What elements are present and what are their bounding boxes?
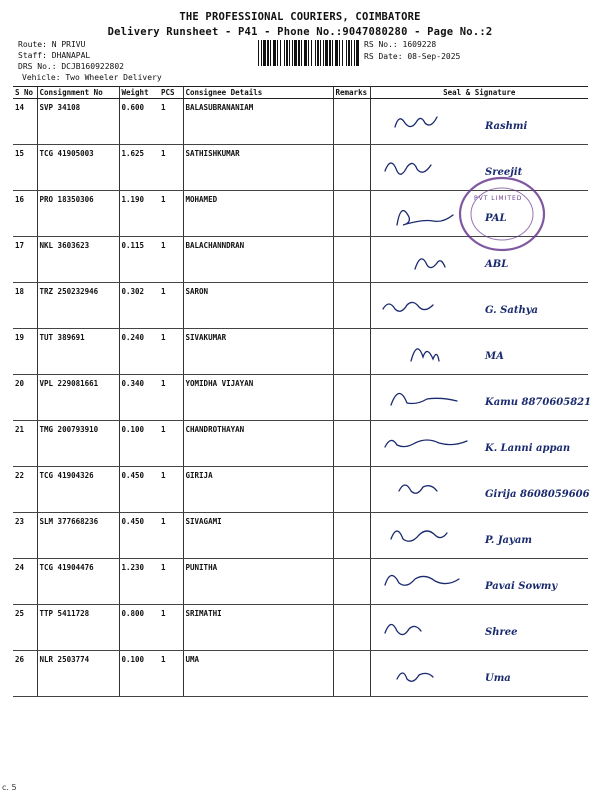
row-consignee: GIRIJA — [183, 467, 333, 513]
barcode-bar — [304, 40, 307, 66]
barcode-bar — [335, 40, 338, 66]
col-header-weight: Weight — [119, 87, 159, 99]
rs-date: RS Date: 08-Sep-2025 — [364, 52, 461, 61]
signature-stroke — [383, 302, 433, 311]
row-consignment-no: TCG 41904476 — [37, 559, 119, 605]
row-seal-signature — [370, 283, 588, 329]
row-pcs: 1 — [159, 651, 183, 697]
signature-text: Sreejit — [484, 167, 522, 178]
row-remarks — [333, 467, 370, 513]
row-consignee: SARON — [183, 283, 333, 329]
row-consignee: CHANDROTHAYAN — [183, 421, 333, 467]
row-sno: 16 — [13, 191, 37, 237]
row-weight: 1.190 — [119, 191, 159, 237]
table-row — [13, 421, 588, 467]
row-pcs: 1 — [159, 559, 183, 605]
row-remarks — [333, 651, 370, 697]
row-sno: 21 — [13, 421, 37, 467]
signature-text: Girija 8608059606 — [484, 489, 590, 500]
signature-stroke — [397, 673, 433, 681]
row-sno: 23 — [13, 513, 37, 559]
barcode-bar — [342, 40, 343, 66]
table-row — [13, 605, 588, 651]
barcode-bar — [273, 40, 276, 66]
signature-text: Pavai Sowmy — [484, 581, 557, 592]
barcode-bar — [325, 40, 328, 66]
row-sno: 15 — [13, 145, 37, 191]
barcode-bar — [270, 40, 271, 66]
signature-stroke — [399, 485, 437, 493]
row-pcs: 1 — [159, 329, 183, 375]
table-row — [13, 99, 588, 145]
row-consignment-no: TTP 5411728 — [37, 605, 119, 651]
barcode-bar — [294, 40, 297, 66]
row-consignee: SRIMATHI — [183, 605, 333, 651]
barcode-bar — [263, 40, 266, 66]
barcode-bar — [267, 40, 269, 66]
barcode-bar — [292, 40, 293, 66]
runsheet-subtitle: Delivery Runsheet - P41 - Phone No.:9047080280 - Page No.:2 — [107, 26, 493, 38]
barcode-bar — [320, 40, 321, 66]
row-sno: 19 — [13, 329, 37, 375]
col-header-seal: Seal & Signature — [370, 87, 588, 99]
corner-mark: c. 5 — [2, 783, 17, 792]
signature-mark — [375, 329, 600, 371]
barcode-bar — [301, 40, 302, 66]
row-consignment-no: TRZ 250232946 — [37, 283, 119, 329]
row-seal-signature — [370, 421, 588, 467]
barcode-bar — [351, 40, 352, 66]
row-consignment-no: PRO 18350306 — [37, 191, 119, 237]
barcode-bar — [339, 40, 340, 66]
row-weight: 0.100 — [119, 421, 159, 467]
barcode-bar — [311, 40, 312, 66]
col-header-consignment: Consignment No — [37, 87, 119, 99]
signature-text: PAL — [484, 213, 507, 224]
row-weight: 0.800 — [119, 605, 159, 651]
barcode-bar — [280, 40, 281, 66]
signature-stroke — [385, 575, 459, 585]
barcode-bar — [258, 40, 259, 66]
row-pcs: 1 — [159, 283, 183, 329]
signature-mark — [375, 421, 600, 463]
row-weight: 0.100 — [119, 651, 159, 697]
rs-number: RS No.: 1609228 — [364, 40, 437, 49]
row-seal-signature — [370, 237, 588, 283]
row-consignment-no: NLR 2503774 — [37, 651, 119, 697]
staff-label: Staff: DHANAPAL — [18, 51, 91, 60]
row-consignee: MOHAMED — [183, 191, 333, 237]
signature-mark — [375, 467, 600, 509]
barcode-bar — [261, 40, 262, 66]
row-consignee: SIVAKUMAR — [183, 329, 333, 375]
table-row — [13, 559, 588, 605]
row-consignee: PUNITHA — [183, 559, 333, 605]
row-remarks — [333, 375, 370, 421]
barcode-bar — [354, 40, 355, 66]
row-consignee: SATHISHKUMAR — [183, 145, 333, 191]
row-remarks — [333, 99, 370, 145]
barcode-bar — [323, 40, 324, 66]
row-seal-signature — [370, 467, 588, 513]
signature-stroke — [397, 211, 453, 225]
row-seal-signature — [370, 191, 588, 237]
table-row — [13, 145, 588, 191]
signature-mark — [375, 145, 600, 187]
row-seal-signature — [370, 145, 588, 191]
row-seal-signature — [370, 329, 588, 375]
signature-text: P. Jayam — [484, 535, 532, 546]
row-consignee: YOMIDHA VIJAYAN — [183, 375, 333, 421]
route-label: Route: N PRIVU — [18, 40, 86, 49]
row-sno: 18 — [13, 283, 37, 329]
signature-stroke — [391, 393, 457, 405]
signature-mark — [375, 191, 600, 233]
row-weight: 0.450 — [119, 467, 159, 513]
row-sno: 14 — [13, 99, 37, 145]
row-remarks — [333, 145, 370, 191]
signature-stroke — [411, 349, 439, 361]
row-pcs: 1 — [159, 513, 183, 559]
signature-mark — [375, 375, 600, 417]
barcode-bar — [289, 40, 290, 66]
row-weight: 0.240 — [119, 329, 159, 375]
row-remarks — [333, 421, 370, 467]
row-seal-signature — [370, 605, 588, 651]
row-consignment-no: SLM 377668236 — [37, 513, 119, 559]
row-consignee: UMA — [183, 651, 333, 697]
signature-text: Shree — [484, 627, 517, 638]
row-consignee: BALACHANNDRAN — [183, 237, 333, 283]
signature-stroke — [395, 117, 437, 127]
barcode-bar — [332, 40, 333, 66]
stamp-text: PVT LIMITED — [474, 195, 523, 202]
table-row — [13, 651, 588, 697]
drs-number: DRS No.: DCJB160922802 — [18, 62, 124, 71]
row-consignee: SIVAGAMI — [183, 513, 333, 559]
signature-mark — [375, 559, 600, 601]
col-header-pcs: PCS — [159, 87, 183, 99]
row-weight: 0.450 — [119, 513, 159, 559]
signature-text: Rashmi — [484, 121, 527, 132]
col-header-remarks: Remarks — [333, 87, 370, 99]
row-remarks — [333, 237, 370, 283]
signature-stroke — [385, 163, 431, 174]
barcode-bar — [317, 40, 319, 66]
table-row — [13, 237, 588, 283]
row-seal-signature — [370, 375, 591, 421]
row-consignment-no: VPL 229081661 — [37, 375, 119, 421]
row-pcs: 1 — [159, 375, 183, 421]
signature-stroke — [385, 440, 467, 447]
signature-stroke — [391, 531, 447, 541]
barcode-bar — [298, 40, 300, 66]
barcode-bar — [329, 40, 331, 66]
row-pcs: 1 — [159, 191, 183, 237]
row-pcs: 1 — [159, 99, 183, 145]
signature-mark — [375, 237, 600, 279]
runsheet-table — [13, 86, 591, 697]
barcode-bar — [346, 40, 347, 66]
signature-stroke — [385, 624, 421, 634]
row-weight: 1.625 — [119, 145, 159, 191]
signature-stroke — [415, 259, 445, 269]
signature-mark — [375, 513, 600, 555]
row-pcs: 1 — [159, 237, 183, 283]
row-remarks — [333, 513, 370, 559]
row-seal-signature — [370, 559, 588, 605]
row-sno: 24 — [13, 559, 37, 605]
barcode-bar — [356, 40, 359, 66]
row-consignee: BALASUBRANANIAM — [183, 99, 333, 145]
row-weight: 0.340 — [119, 375, 159, 421]
signature-text: ABL — [484, 259, 508, 270]
table-row — [13, 467, 588, 513]
row-remarks — [333, 283, 370, 329]
table-header-row — [13, 87, 588, 99]
table-row — [13, 375, 588, 421]
barcode-bar — [315, 40, 316, 66]
col-header-consignee: Consignee Details — [183, 87, 333, 99]
signature-text: MA — [484, 351, 504, 362]
row-consignment-no: TCG 41905003 — [37, 145, 119, 191]
row-remarks — [333, 559, 370, 605]
barcode-bar — [308, 40, 309, 66]
row-consignment-no: TUT 389691 — [37, 329, 119, 375]
barcode-bar — [277, 40, 278, 66]
row-sno: 20 — [13, 375, 37, 421]
signature-mark — [375, 283, 600, 325]
row-sno: 25 — [13, 605, 37, 651]
signature-text: Kamu 8870605821 — [484, 397, 591, 408]
row-sno: 22 — [13, 467, 37, 513]
row-pcs: 1 — [159, 145, 183, 191]
row-seal-signature — [370, 99, 588, 145]
row-seal-signature — [370, 513, 588, 559]
table-row — [13, 283, 588, 329]
row-consignment-no: NKL 3603623 — [37, 237, 119, 283]
table-row — [13, 329, 588, 375]
row-pcs: 1 — [159, 605, 183, 651]
row-remarks — [333, 191, 370, 237]
table-row — [13, 513, 588, 559]
signature-mark — [375, 99, 600, 141]
row-consignment-no: SVP 34108 — [37, 99, 119, 145]
row-remarks — [333, 605, 370, 651]
signature-mark — [375, 651, 600, 693]
row-pcs: 1 — [159, 467, 183, 513]
row-sno: 26 — [13, 651, 37, 697]
row-weight: 0.302 — [119, 283, 159, 329]
barcode-bar — [348, 40, 350, 66]
row-consignment-no: TMG 200793910 — [37, 421, 119, 467]
row-consignment-no: TCG 41904326 — [37, 467, 119, 513]
row-seal-signature — [370, 651, 588, 697]
row-remarks — [333, 329, 370, 375]
row-weight: 1.230 — [119, 559, 159, 605]
signature-mark — [375, 605, 600, 647]
row-pcs: 1 — [159, 421, 183, 467]
company-title: THE PROFESSIONAL COURIERS, COIMBATORE — [179, 11, 421, 23]
barcode-bar — [284, 40, 285, 66]
col-header-sno: S No — [13, 87, 37, 99]
barcode-bar — [286, 40, 288, 66]
row-weight: 0.600 — [119, 99, 159, 145]
signature-text: G. Sathya — [484, 305, 538, 316]
row-weight: 0.115 — [119, 237, 159, 283]
barcode-icon — [258, 40, 359, 66]
signature-text: K. Lanni appan — [484, 443, 570, 454]
row-sno: 17 — [13, 237, 37, 283]
signature-text: Uma — [484, 673, 511, 684]
table-row — [13, 191, 588, 237]
vehicle-label: Vehicle: Two Wheeler Delivery — [22, 73, 162, 82]
